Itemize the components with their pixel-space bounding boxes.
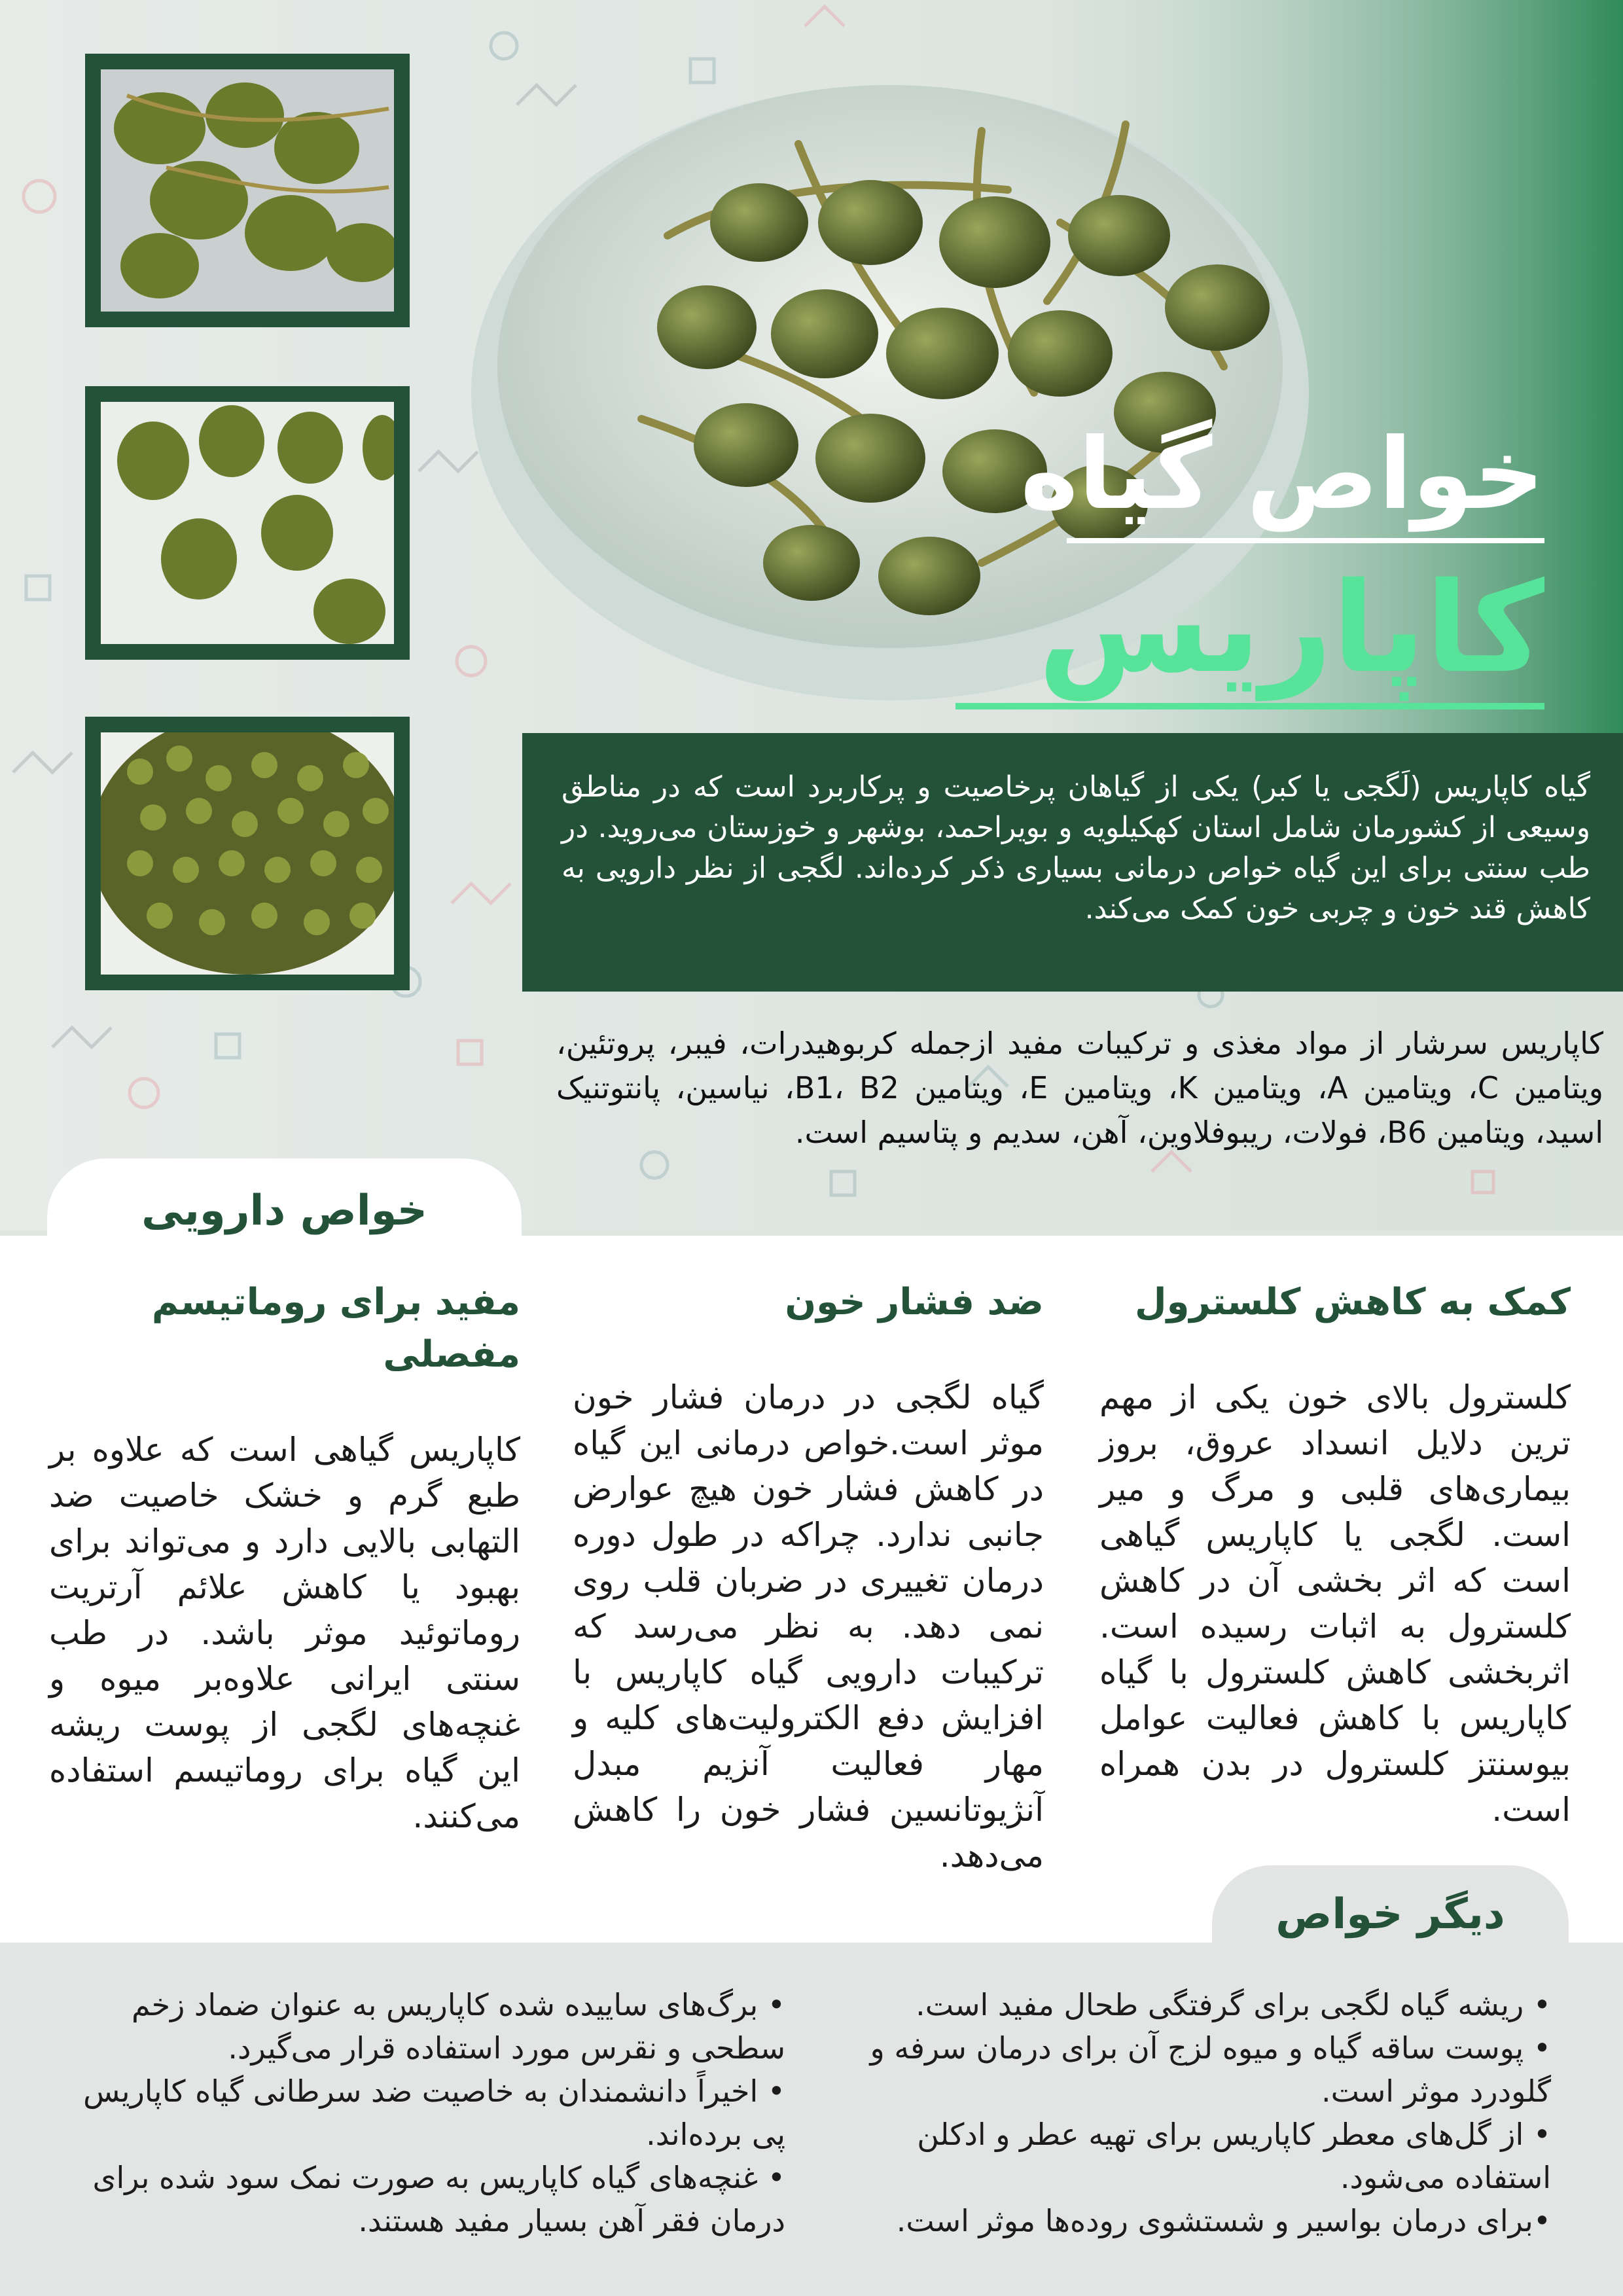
intro-text: گیاه کاپاریس (لَگجی یا کبر) یکی از گیاهان پرخاصیت و پرکاربرد است که در مناطق وسیعی از کشورمان شامل استان کهکیلویه و بویراحمد، بوشهر و خوزستان می‌روید. در طب سنتی برای این گیاه خواص درمانی بسیاری ذکر کرده‌اند. لگجی از نظر دارویی به کاهش قند خون و چربی خون کمک می‌کند.	[562, 770, 1590, 925]
title-underline-green	[955, 703, 1544, 709]
medicinal-column-cholesterol	[1099, 1276, 1571, 1833]
nutrients-paragraph	[556, 1021, 1603, 1155]
capers-with-stems-photo	[85, 54, 410, 327]
other-properties-heading: دیگر خواص	[1275, 1890, 1505, 1939]
poster-title	[955, 419, 1544, 709]
title-line-2: کاپاریس	[1038, 556, 1544, 700]
capers-bowl-photo	[85, 717, 410, 990]
column-title: مفید برای روماتیسم مفصلی	[151, 1281, 520, 1376]
medicinal-column-blood-pressure	[573, 1276, 1044, 1878]
list-item: • ریشه گیاه لگجی برای گرفتگی طحال مفید است.	[916, 1987, 1551, 2022]
intro-box	[522, 733, 1623, 992]
column-text: کاپاریس گیاهی است که علاوه بر طبع گرم و خشک خاصیت ضد التهابی بالایی دارد و می‌تواند برای بهبود یا کاهش علائم آرتریت روماتوئید موثر باشد. در طب سنتی ایرانی علاوه‌بر میوه و غنچه‌های لگجی از پوست ریشه این گیاه برای روماتیسم استفاده می‌کنند.	[49, 1431, 520, 1835]
capers-bowl-image	[101, 732, 394, 975]
capers-with-stems-image	[101, 69, 394, 312]
other-properties-list-left	[52, 1983, 785, 2242]
column-text: کلسترول بالای خون یکی از مهم ترین دلایل انسداد عروق، بروز بیماری‌های قلبی و مرگ و میر است. لگجی یا کاپاریس گیاهی است که اثر بخشی آن در کاهش کلسترول به اثبات رسیده است. اثربخشی کاهش کلسترول با گیاه کاپاریس با کاهش فعالیت عوامل بیوسنتز کلسترول در بدن همراه است.	[1099, 1378, 1571, 1829]
medicinal-heading-tab	[47, 1158, 522, 1270]
medicinal-column-rheumatism	[49, 1276, 520, 1839]
list-item: • اخیراً دانشمندان به خاصیت ضد سرطانی گیاه کاپاریس پی برده‌اند.	[83, 2073, 785, 2152]
column-title: کمک به کاهش کلسترول	[1134, 1281, 1571, 1323]
nutrients-text: کاپاریس سرشار از مواد مغذی و ترکیبات مفید ازجمله کربوهیدرات، فیبر، پروتئین، ویتامین C، ویتامین A، ویتامین K، ویتامین E، ویتامین B1، B2، نیاسین، پانتوتنیک اسید، ویتامین B6، فولات، ریبوفلاوین، آهن، سدیم و پتاسیم است.	[556, 1026, 1603, 1150]
list-item: •برای درمان بواسیر و شستشوی روده‌ها موثر است.	[896, 2203, 1551, 2238]
other-properties-heading-tab	[1212, 1865, 1569, 1977]
capers-closeup-image	[101, 402, 394, 644]
list-item: • برگ‌های ساییده شده کاپاریس به عنوان ضماد زخم سطحی و نقرس مورد استفاده قرار می‌گیرد.	[132, 1987, 785, 2066]
list-item: • پوست ساقه گیاه و میوه لزج آن برای درمان سرفه و گلودرد موثر است.	[870, 2030, 1551, 2109]
capers-closeup-photo	[85, 386, 410, 660]
list-item: • از گل‌های معطر کاپاریس برای تهیه عطر و ادکلن استفاده می‌شود.	[917, 2117, 1551, 2195]
other-properties-list-right	[818, 1983, 1551, 2242]
title-underline-white	[1067, 538, 1544, 543]
medicinal-heading: خواص دارویی	[141, 1187, 427, 1235]
title-line-1: خواص گیاه	[1020, 418, 1544, 531]
list-item: • غنچه‌های گیاه کاپاریس به صورت نمک سود شده برای درمان فقر آهن بسیار مفید هستند.	[92, 2160, 785, 2238]
column-text: گیاه لگجی در درمان فشار خون موثر است.خواص درمانی این گیاه در کاهش فشار خون هیچ عوارض جانبی ندارد. چراکه در طول دوره درمان تغییری در ضربان قلب روی نمی دهد. به نظر می‌رسد که ترکیبات دارویی گیاه کاپاریس با افزایش دفع الکترولیت‌های کلیه و مهار فعالیت آنزیم مبدل آنژیوتانسین فشار خون را کاهش می‌دهد.	[573, 1378, 1044, 1874]
column-title: ضد فشار خون	[785, 1281, 1044, 1323]
